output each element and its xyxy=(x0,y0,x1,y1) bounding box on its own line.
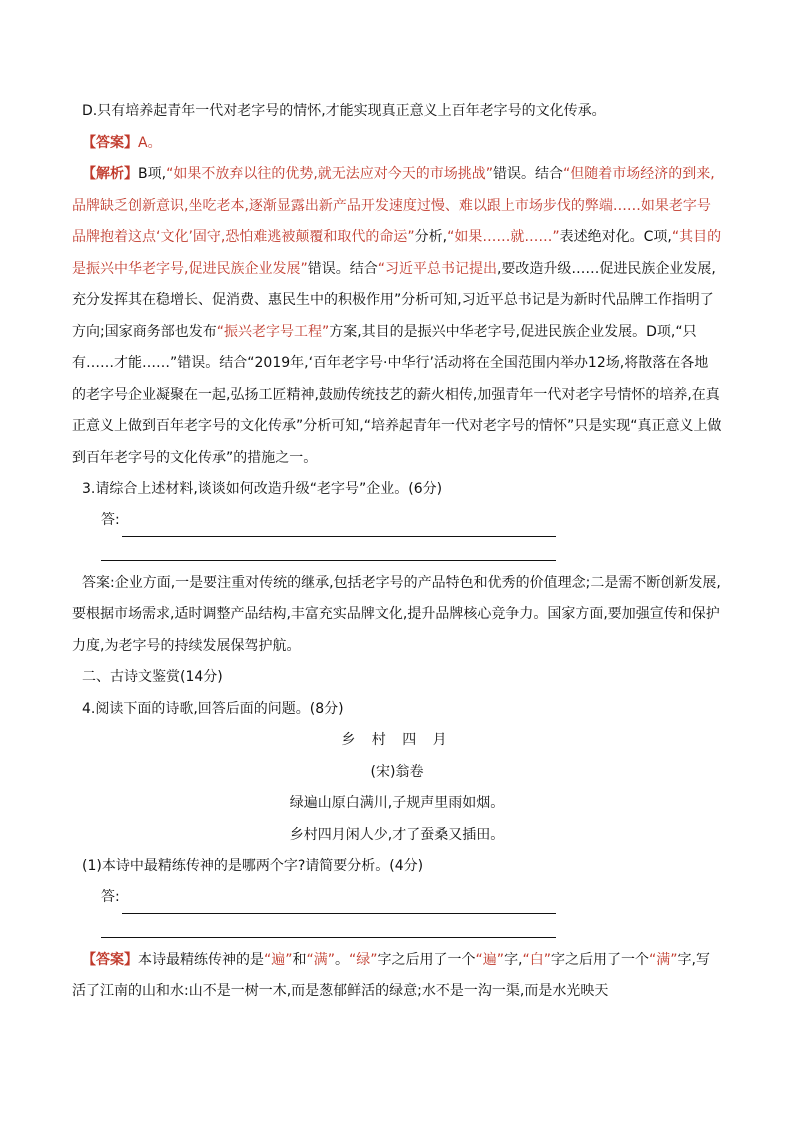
analysis-paragraph xyxy=(72,159,722,474)
final-answer-quote: “满” xyxy=(306,951,336,968)
analysis-text: 错误。结合 xyxy=(493,166,564,182)
final-answer-quote: “满” xyxy=(649,951,678,968)
poem-line-1: 绿遍山原白满川,子规声里雨如烟。 xyxy=(289,795,505,811)
analysis-text: B项, xyxy=(138,166,167,182)
answer-label: 【答案】 xyxy=(82,134,138,151)
final-answer-text: 。 xyxy=(335,951,350,968)
question-3: 3.请综合上述材料,谈谈如何改造升级“老字号”企业。(6分) xyxy=(82,481,443,497)
final-answer-label: 【答案】 xyxy=(82,951,138,968)
section-heading: 二、古诗文鉴赏(14分) xyxy=(82,669,223,685)
poem-author: (宋)翁卷 xyxy=(370,763,424,780)
analysis-quote: “习近平总书记提出 xyxy=(377,260,497,277)
analysis-quote: “如果……就……” xyxy=(447,229,560,245)
final-answer-quote: “白” xyxy=(522,951,552,968)
final-answer-text: 字, xyxy=(504,951,523,968)
document-page xyxy=(72,96,722,1008)
final-answer-text: 字,写活了江南的山和水:山不是一树一木,而是葱郁鲜活的绿意;水不是一沟一渠,而是水光映天 xyxy=(72,951,710,999)
answer-blank-1[interactable] xyxy=(101,506,722,537)
final-answer-quote: “遍” xyxy=(475,951,505,968)
final-answer-text: 字之后用了一个 xyxy=(551,951,650,968)
answer-blank-3[interactable] xyxy=(101,883,722,914)
answer-line xyxy=(72,128,722,160)
analysis-quote: “振兴老字号工程” xyxy=(216,323,330,340)
analysis-quote: “如果不放弃以往的优势,就无法应对今天的市场挑战” xyxy=(166,166,494,182)
answer-blank-2[interactable] xyxy=(101,537,556,561)
analysis-quote: “但随着市场经济的到来,品牌缺乏创新意识,坐吃老本,逐渐显露出新产品开发速度过慢、难以跟上市场步伐的弊端……如果老字号品牌抱着这点‘文化’固守,恐怕难逃被颠覆和取代的命运” xyxy=(72,166,715,245)
final-answer-quote: “遍” xyxy=(264,951,293,968)
question-3-answer: 答案:企业方面,一是要注重对传统的继承,包括老字号的产品特色和优秀的价值理念;二是需不断创新发展,要根据市场需求,适时调整产品结构,丰富充实品牌文化,提升品牌核心竞争力。国家方面,要加强宣传和保护力度,为老字号的持续发展保驾护航。 xyxy=(72,574,721,654)
final-answer-text: 字之后用了一个 xyxy=(377,951,476,968)
final-answer-quote: “绿” xyxy=(349,951,378,968)
analysis-text: ,要改造升级……促进民族企业发展,充分发挥其在稳增长、促消费、惠民生中的积极作用”分析可知,习近平总书记是为新时代品牌工作指明了方向;国家商务部也发布 xyxy=(72,260,716,340)
analysis-quote: “其目的是振兴中华老字号,促进民族企业发展” xyxy=(72,229,722,277)
analysis-text: 分析, xyxy=(414,229,448,245)
analysis-label: 【解析】 xyxy=(82,166,138,182)
final-answer-text: 和 xyxy=(292,951,307,968)
option-d-text: D.只有培养起青年一代对老字号的情怀,才能实现真正意义上百年老字号的文化传承。 xyxy=(82,103,606,119)
answer-value: A。 xyxy=(138,134,162,151)
answer-prompt: 答: xyxy=(101,889,120,905)
final-answer-text: 本诗最精练传神的是 xyxy=(138,951,264,968)
poem-line-2: 乡村四月闲人少,才了蚕桑又插田。 xyxy=(289,826,505,843)
analysis-text: 错误。结合 xyxy=(307,260,378,277)
answer-blank-4[interactable] xyxy=(101,914,556,938)
poem-title: 乡 村 四 月 xyxy=(341,732,453,748)
final-answer-paragraph xyxy=(72,945,722,1008)
analysis-text: 表述绝对化。C项, xyxy=(559,229,672,245)
question-4: 4.阅读下面的诗歌,回答后面的问题。(8分) xyxy=(82,700,344,717)
answer-underline xyxy=(122,891,556,914)
question-4-1: (1)本诗中最精练传神的是哪两个字?请简要分析。(4分) xyxy=(82,858,424,874)
answer-underline xyxy=(122,514,556,537)
answer-prompt: 答: xyxy=(101,512,120,528)
analysis-text: 方案,其目的是振兴中华老字号,促进民族企业发展。D项,“只有……才能……”错误。结合“2019年,‘百年老字号·中华行’活动将在全国范围内举办12场,将散落在各地的老字号企业凝聚在一起,弘扬工匠精神,鼓励传统技艺的薪火相传,加强青年一代对老字号情怀的培养,在真正意义上做到百年老字号的文化传承”分析可知,“培养起青年一代对老字号的情怀”只是实现“真正意义上做到百年老字号的文化传承”的措施之一。 xyxy=(72,323,722,466)
